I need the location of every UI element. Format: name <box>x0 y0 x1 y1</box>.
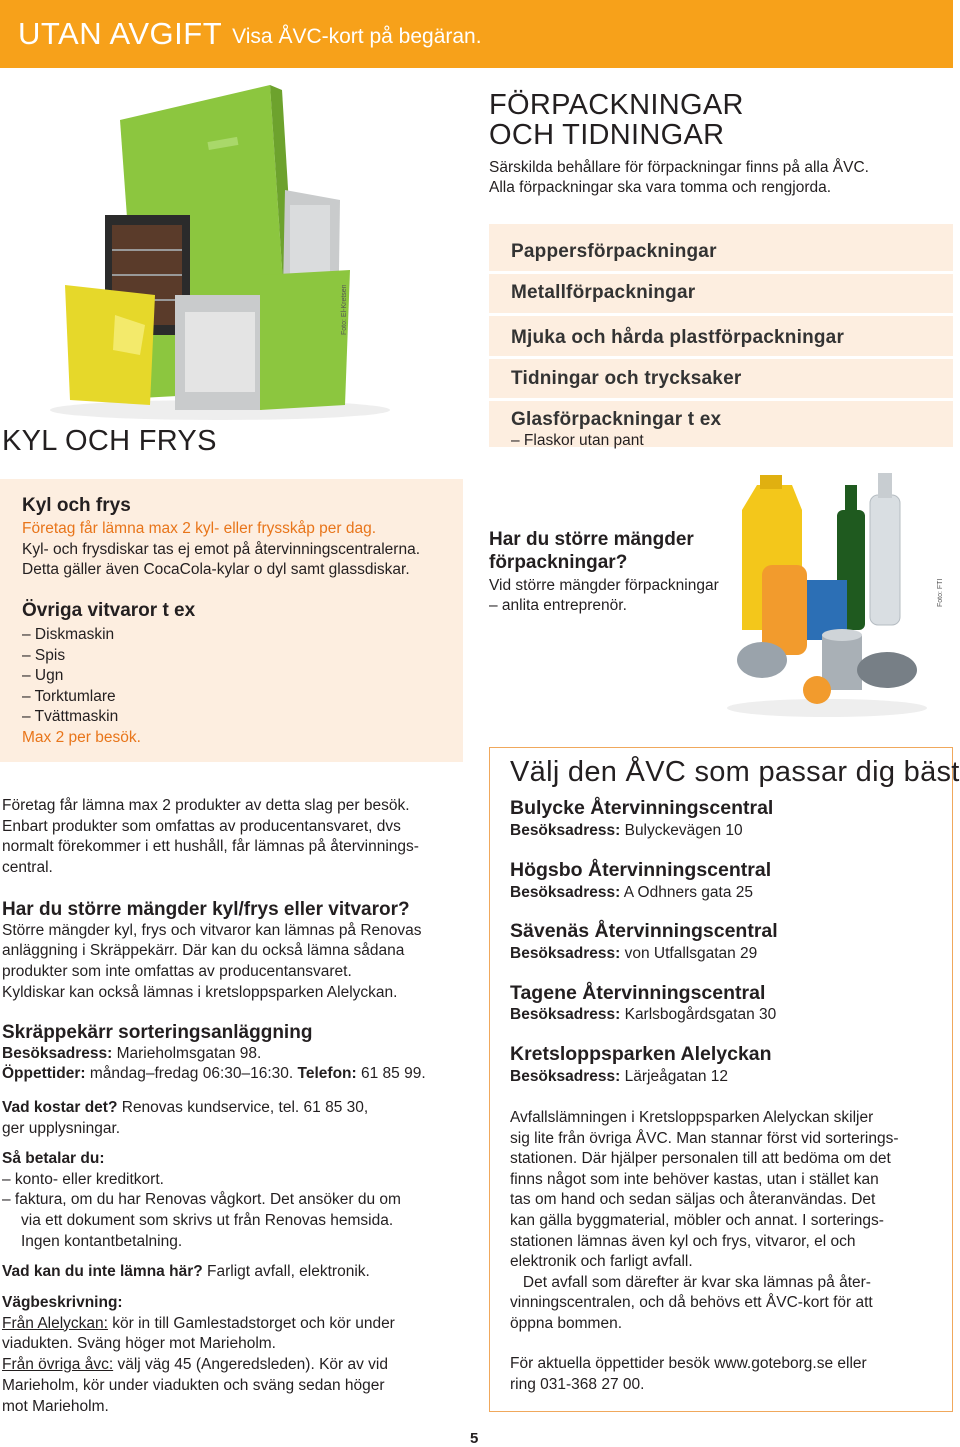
kyl-heading: Kyl och frys <box>22 495 131 516</box>
avc-name: Kretsloppsparken Alelyckan <box>510 1043 772 1065</box>
address-label: Besöksadress: <box>2 1044 113 1062</box>
avc-address <box>510 1068 728 1086</box>
packaging-item: Glasförpackningar t ex <box>511 409 722 430</box>
company-limit-paragraph <box>2 796 462 879</box>
text-line: mot Marieholm. <box>2 1397 109 1415</box>
address-label: Besöksadress: <box>510 1068 621 1085</box>
avc-name: Sävenäs Återvinningscentral <box>510 920 778 942</box>
address-label: Besöksadress: <box>510 945 621 962</box>
avc-address <box>510 822 743 840</box>
avc-name: Högsbo Återvinningscentral <box>510 859 772 881</box>
skrappekarr-section <box>2 1023 462 1085</box>
text-line: sig lite från övriga ÅVC. Man stannar först vid sorterings- <box>510 1129 899 1147</box>
kyl-text-line: Kyl- och frysdiskar tas ej emot på återvinningscentralerna. <box>22 540 421 558</box>
opening-hours-paragraph <box>510 1354 942 1395</box>
text-line: stationen. Där hjälper personalen till att bedöma om det <box>510 1150 891 1168</box>
list-item: – Spis <box>22 646 66 664</box>
text-line: elektronik och farligt avfall. <box>510 1253 693 1271</box>
text-line: kör in till Gamlestadstorget och kör under <box>107 1314 395 1332</box>
not-accepted-line <box>2 1262 462 1283</box>
avc-name: Tagene Återvinningscentral <box>510 982 766 1004</box>
larger-packaging-heading <box>489 528 694 574</box>
list-item: – Ugn <box>22 667 64 684</box>
page-number: 5 <box>470 1430 479 1447</box>
directions-section <box>2 1293 462 1417</box>
address-value: von Utfallsgatan 29 <box>620 945 758 962</box>
text-line: tas om hand och sedan säljas och återanvändas. Det <box>510 1191 876 1209</box>
packaging-title-line2: OCH TIDNINGAR <box>489 119 725 151</box>
avc-name: Bulycke Återvinningscentral <box>510 797 774 819</box>
text-line: Marieholm, kör under viadukten och sväng sedan höger <box>2 1376 385 1394</box>
text-line: ger upplysningar. <box>2 1119 121 1137</box>
text-line: Ingen kontantbetalning. <box>21 1232 183 1250</box>
list-item: – Torktumlare <box>22 687 116 705</box>
packaging-sub-line1: Särskilda behållare för förpackningar finns på alla ÅVC. <box>489 159 869 176</box>
ovr-note: Max 2 per besök. <box>22 728 141 746</box>
text-line: Avfallslämningen i Kretsloppsparken Alelyckan skiljer <box>510 1109 874 1126</box>
text-line: För aktuella öppettider besök www.goteborg.se eller <box>510 1355 867 1372</box>
avc-address <box>510 1006 776 1024</box>
text-line: kan gälla byggmaterial, möbler och annat. I sorterings- <box>510 1211 884 1229</box>
text-line: Företag får lämna max 2 produkter av detta slag per besök. <box>2 797 410 814</box>
text-line: Det avfall som därefter är kvar ska lämnas på åter- <box>510 1273 871 1291</box>
text-line: Kyldiskar kan också lämnas i kretsloppsparken Alelyckan. <box>2 983 398 1001</box>
skrappekarr-address <box>2 1044 462 1065</box>
banner-title: UTAN AVGIFT <box>18 16 223 51</box>
address-value: Bulyckevägen 10 <box>620 822 743 839</box>
photo-credit-right: Foto: FTI <box>937 578 944 607</box>
text-line: Vid större mängder förpackningar <box>489 577 719 594</box>
address-label: Besöksadress: <box>510 822 621 839</box>
packaging-subtitle <box>489 158 869 198</box>
kyl-text-line: Detta gäller även CocaCola-kylar o dyl samt glassdiskar. <box>22 561 410 578</box>
address-label: Besöksadress: <box>510 884 621 901</box>
payment-section <box>2 1149 462 1253</box>
text-line: central. <box>2 859 53 877</box>
text-line: produkter som inte omfattas av producentansvaret. <box>2 963 352 981</box>
photo-credit-left: Foto: El-Kretsen <box>341 284 348 335</box>
text-line: stationen lämnas även kyl och frys, vitvaror, el och <box>510 1232 856 1250</box>
skrappekarr-hours <box>2 1064 462 1085</box>
ovr-list <box>22 625 141 748</box>
divider <box>489 398 953 401</box>
packaging-sub-line2: Alla förpackningar ska vara tomma och rengjorda. <box>489 179 832 196</box>
packaging-title <box>489 90 744 150</box>
divider <box>489 271 953 274</box>
phone-label: Telefon: <box>293 1065 357 1083</box>
divider <box>489 356 953 359</box>
hours-value: måndag–fredag 06:30–16:30. <box>85 1065 294 1083</box>
address-value: Karlsbogårdsgatan 30 <box>620 1006 777 1023</box>
header-banner <box>0 0 953 68</box>
skrappekarr-heading: Skräppekärr sorteringsanläggning <box>2 1022 313 1043</box>
list-item: – Tvättmaskin <box>22 708 119 725</box>
heading-line: förpackningar? <box>489 552 628 573</box>
direction-from-alelyckan: Från Alelyckan: <box>2 1314 108 1332</box>
larger-packaging-text <box>489 576 719 616</box>
packaging-illustration <box>722 470 932 720</box>
cost-section <box>2 1098 462 1139</box>
text-line: finns något som inte behöver kastas, utan i stället kan <box>510 1170 879 1188</box>
avc-title: Välj den ÅVC som passar dig bäst <box>510 756 960 788</box>
list-item: – konto- eller kreditkort. <box>2 1170 164 1188</box>
packaging-item: Pappersförpackningar <box>511 241 717 262</box>
payment-label: Så betalar du: <box>2 1150 105 1167</box>
banner-subtitle: Visa ÅVC-kort på begäran. <box>232 25 482 48</box>
text-line: anläggning i Skräppekärr. Där kan du också lämna sådana <box>2 942 405 960</box>
text-line: öppna bommen. <box>510 1314 623 1332</box>
fridges-illustration <box>20 80 410 425</box>
not-accepted-value: Farligt avfall, elektronik. <box>202 1263 370 1280</box>
ovr-heading: Övriga vitvaror t ex <box>22 600 196 621</box>
text-line: välj väg 45 (Angeredsleden). Kör av vid <box>113 1356 388 1374</box>
text-line: ring 031-368 27 00. <box>510 1375 645 1393</box>
list-item: – faktura, om du har Renovas vågkort. Det ansöker du om <box>2 1191 401 1209</box>
cost-value: Renovas kundservice, tel. 61 85 30, <box>117 1099 369 1116</box>
text-line: vinningscentralen, och då behövs ett ÅVC-kort för att <box>510 1294 873 1312</box>
packaging-item: Metallförpackningar <box>511 282 696 303</box>
directions-label: Vägbeskrivning: <box>2 1294 123 1311</box>
address-label: Besöksadress: <box>510 1006 621 1023</box>
phone-value: 61 85 99. <box>356 1065 426 1083</box>
address-value: A Odhners gata 25 <box>620 884 754 901</box>
packaging-item: Mjuka och hårda plastförpackningar <box>511 327 845 348</box>
packaging-subitem: – Flaskor utan pant <box>511 432 644 449</box>
address-value: Marieholmsgatan 98. <box>112 1044 262 1062</box>
list-item: – Diskmaskin <box>22 626 115 643</box>
text-line: viadukten. Sväng höger mot Marieholm. <box>2 1335 276 1353</box>
packaging-item: Tidningar och trycksaker <box>511 368 742 389</box>
heading-line: Har du större mängder <box>489 529 694 550</box>
not-accepted-label: Vad kan du inte lämna här? <box>2 1263 203 1280</box>
cost-label: Vad kostar det? <box>2 1099 118 1116</box>
text-line: – anlita entreprenör. <box>489 597 627 614</box>
avc-address <box>510 945 757 963</box>
direction-from-other: Från övriga åvc: <box>2 1356 114 1374</box>
text-line: normalt förekommer i ett hushåll, får lämnas på återvinnings- <box>2 838 419 856</box>
hours-label: Öppettider: <box>2 1065 86 1083</box>
larger-quantities-heading: Har du större mängder kyl/frys eller vitvaror? <box>2 899 410 920</box>
kyl-section-title: KYL OCH FRYS <box>2 425 217 457</box>
alelyckan-paragraph <box>510 1108 942 1335</box>
avc-address <box>510 884 753 902</box>
text-line: Större mängder kyl, frys och vitvaror kan lämnas på Renovas <box>2 921 422 939</box>
packaging-title-line1: FÖRPACKNINGAR <box>489 89 744 121</box>
address-value: Lärjeågatan 12 <box>620 1068 729 1085</box>
larger-quantities-section <box>2 900 462 1004</box>
kyl-limit-note: Företag får lämna max 2 kyl- eller frysskåp per dag. <box>22 520 377 537</box>
text-line: Enbart produkter som omfattas av producentansvaret, dvs <box>2 817 401 835</box>
kyl-text <box>22 519 420 581</box>
text-line: via ett dokument som skrivs ut från Renovas hemsida. <box>21 1212 394 1230</box>
divider <box>489 313 953 316</box>
